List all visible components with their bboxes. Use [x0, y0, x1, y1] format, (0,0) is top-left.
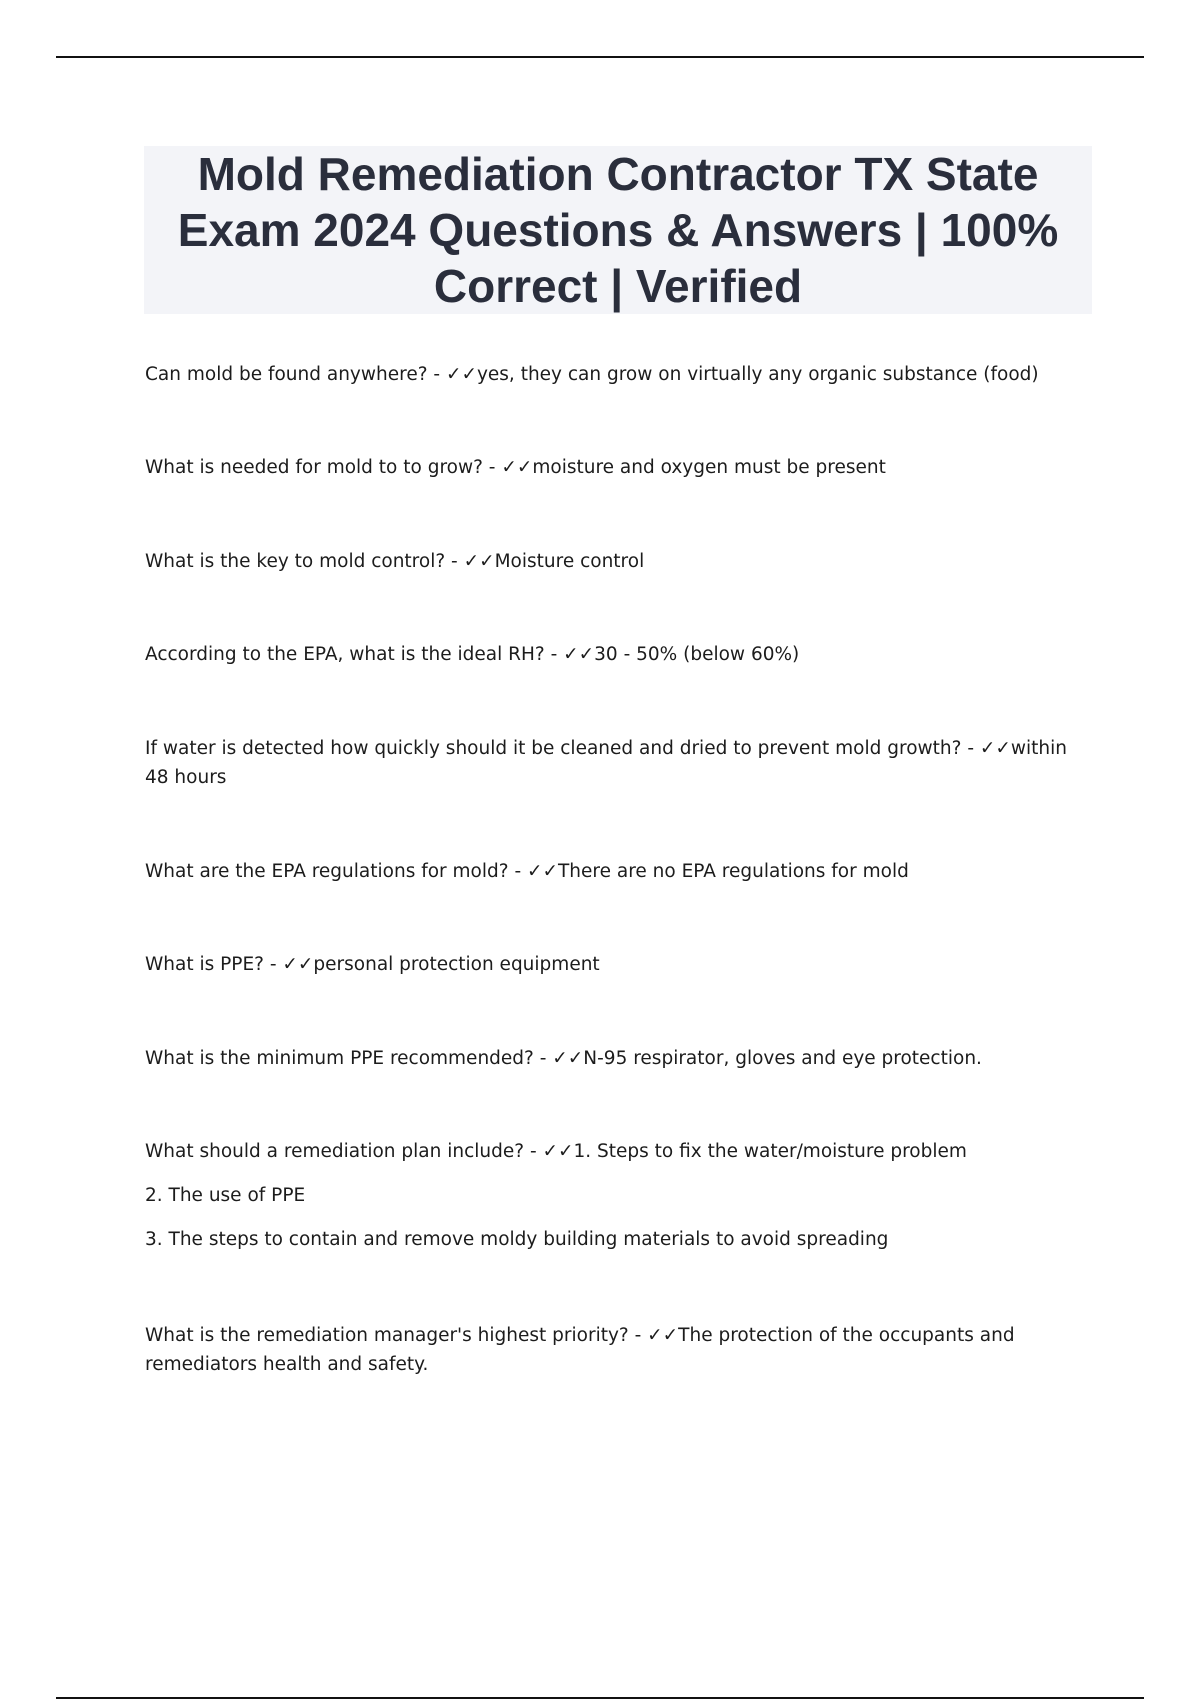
qa-item [145, 857, 909, 886]
top-divider [56, 56, 1144, 58]
qa-item [145, 1137, 967, 1254]
qa-text: What is PPE? - ✓✓personal protection equipment [145, 954, 600, 975]
qa-continuation-line: 2. The use of PPE [145, 1185, 306, 1206]
document-title: Mold Remediation Contractor TX State Exam 2024 Questions & Answers | 100% Correct | Verified [177, 148, 1059, 312]
qa-item [145, 453, 886, 482]
qa-text: What are the EPA regulations for mold? - ✓✓There are no EPA regulations for mold [145, 861, 909, 882]
bottom-divider [56, 1697, 1144, 1699]
qa-item [145, 1321, 1095, 1379]
qa-continuation-line: 3. The steps to contain and remove moldy building materials to avoid spreading [145, 1229, 889, 1250]
qa-text: What is the minimum PPE recommended? - ✓✓N-95 respirator, gloves and eye protection. [145, 1048, 982, 1069]
qa-text: What is the key to mold control? - ✓✓Moisture control [145, 551, 645, 572]
qa-text: What is the remediation manager's highest priority? - ✓✓The protection of the occupants and remediators health and safety. [145, 1325, 1015, 1375]
qa-item [145, 360, 1039, 389]
qa-item [145, 640, 799, 669]
qa-text: What is needed for mold to to grow? - ✓✓moisture and oxygen must be present [145, 457, 886, 478]
qa-item [145, 547, 644, 576]
title-banner [144, 146, 1092, 314]
qa-item [145, 950, 600, 979]
qa-text: According to the EPA, what is the ideal RH? - ✓✓30 - 50% (below 60%) [145, 644, 800, 665]
qa-text: If water is detected how quickly should it be cleaned and dried to prevent mold growth? - ✓✓within 48 hours [145, 738, 1068, 788]
qa-text: Can mold be found anywhere? - ✓✓yes, they can grow on virtually any organic substance (food) [145, 364, 1039, 385]
qa-item [145, 734, 1095, 792]
qa-item [145, 1044, 982, 1073]
qa-text: What should a remediation plan include? - ✓✓1. Steps to fix the water/moisture problem [145, 1141, 967, 1162]
